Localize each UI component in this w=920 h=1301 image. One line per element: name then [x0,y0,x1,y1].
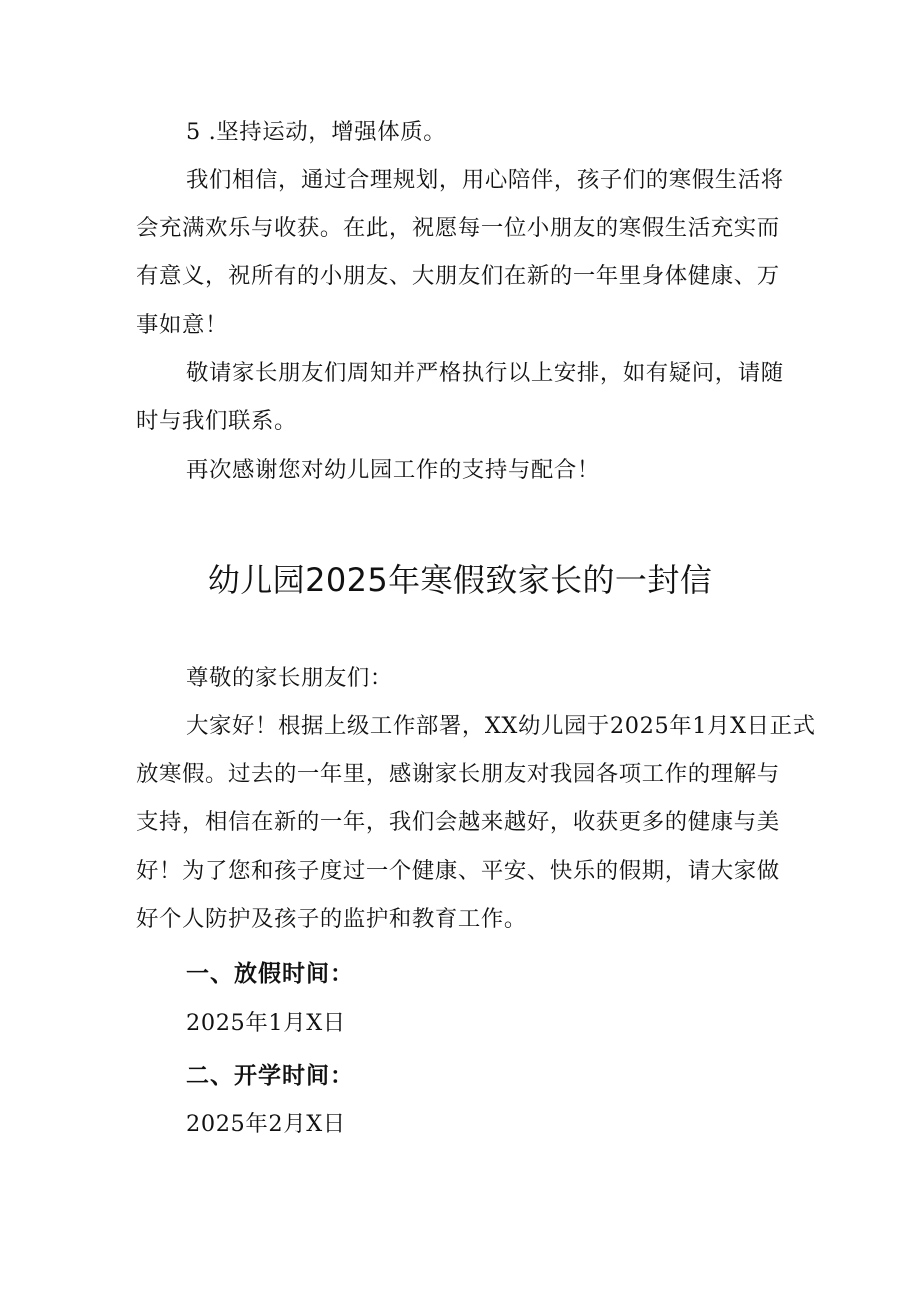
intro-paragraph-line: 好！为了您和孩子度过一个健康、平安、快乐的假期，请大家做 [136,858,780,884]
closing-paragraph-line: 会充满欢乐与收获。在此，祝愿每一位小朋友的寒假生活充实而 [136,215,780,241]
holiday-time-heading: 一、放假时间： [186,961,354,987]
closing-paragraph-line: 有意义，祝所有的小朋友、大朋友们在新的一年里身体健康、万 [136,263,780,289]
notice-paragraph-line: 时与我们联系。 [136,408,297,434]
notice-paragraph-line: 敬请家长朋友们周知并严格执行以上安排，如有疑问，请随 [186,360,784,386]
holiday-date: 2025年1月X日 [186,1010,346,1036]
intro-paragraph-line: 好个人防护及孩子的监护和教育工作。 [136,906,527,932]
closing-paragraph-line: 事如意！ [136,312,228,338]
intro-paragraph-line: 放寒假。过去的一年里，感谢家长朋友对我园各项工作的理解与 [136,761,780,787]
list-item-exercise: 5 .坚持运动，增强体质。 [186,119,447,145]
intro-paragraph-line: 大家好！根据上级工作部署，XX幼儿园于2025年1月X日正式 [186,713,816,739]
thanks-line: 再次感谢您对幼儿园工作的支持与配合！ [186,457,600,483]
closing-paragraph-line: 我们相信，通过合理规划，用心陪伴，孩子们的寒假生活将 [186,167,784,193]
school-start-heading: 二、开学时间： [186,1063,354,1089]
salutation: 尊敬的家长朋友们： [186,665,393,691]
intro-paragraph-line: 支持，相信在新的一年，我们会越来越好，收获更多的健康与美 [136,809,780,835]
school-start-date: 2025年2月X日 [186,1111,346,1137]
letter-title: 幼儿园2025年寒假致家长的一封信 [207,561,713,599]
